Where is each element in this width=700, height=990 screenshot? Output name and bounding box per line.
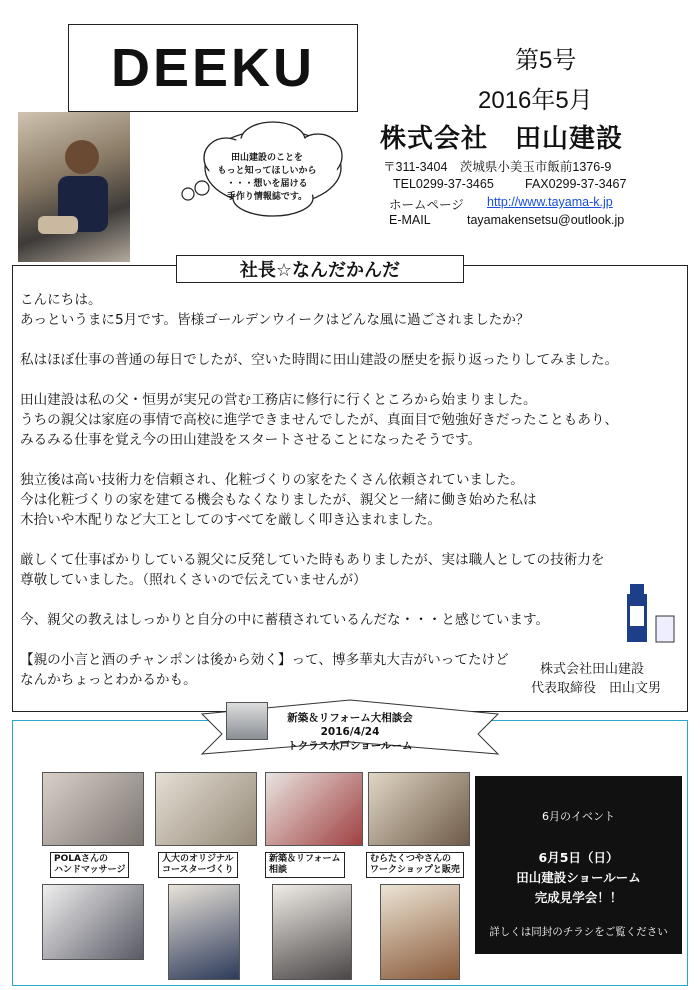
company-address: 〒311-3404 茨城県小美玉市飯前1376-9 [383, 160, 612, 174]
showroom-photo [226, 702, 268, 740]
caption-line: POLAさんの [54, 854, 108, 864]
june-date: 6月5日（日） [538, 850, 619, 865]
homepage-label: ホームページ [389, 198, 464, 212]
event-photo [380, 884, 460, 980]
photo-caption [366, 852, 464, 878]
article-paragraph: こんにちは。 あっというまに5月です。皆様ゴールデンウイークはどんな風に過ごされましたか？ [20, 292, 530, 328]
company-name: 株式会社 田山建設 [380, 124, 624, 154]
article-body [20, 290, 690, 710]
sake-bottle-icon [622, 576, 680, 646]
bubble-line: ・・・想いを届ける [226, 179, 308, 189]
caption-line: ハンドマッサージ [54, 865, 126, 875]
photo-caption [50, 852, 129, 878]
banner-date: 2016/4/24 [320, 726, 380, 738]
company-fax: FAX0299-37-3467 [525, 177, 627, 191]
caption-line: 新築＆リフォーム [269, 854, 341, 864]
photo-caption [265, 852, 345, 878]
june-event-box [475, 776, 682, 954]
company-tel: TEL0299-37-3465 [393, 177, 494, 191]
issue-number: 第5号 [515, 47, 577, 74]
caption-line: ワークショップと販売 [370, 865, 460, 875]
banner-text [270, 711, 430, 753]
email-label: E-MAIL [389, 213, 431, 227]
signature-company: 株式会社田山建設 [540, 662, 645, 677]
signature-name: 代表取締役 田山文男 [531, 681, 662, 696]
caption-line: 人大のオリジナル [162, 854, 234, 864]
issue-date: 2016年5月 [478, 87, 593, 114]
june-place: 田山建設ショールーム [516, 870, 641, 885]
june-title: 完成見学会！！ [534, 890, 623, 905]
newsletter-logo [68, 24, 358, 112]
banner-place: トクラス水戸ショールーム [287, 740, 413, 752]
event-photo [42, 884, 144, 960]
event-photo [265, 772, 363, 846]
caption-line: 相談 [269, 865, 288, 875]
event-photo [168, 884, 240, 980]
bubble-line: 田山建設のことを [230, 153, 303, 163]
caption-line: コースターづくり [162, 865, 234, 875]
bubble-line: もっと知ってほしいから [217, 166, 317, 176]
bubble-text [208, 152, 326, 204]
article-paragraph: 私はほぼ仕事の普通の毎日でしたが、空いた時間に田山建設の歴史を振り返ったりしてみました。 [20, 352, 619, 368]
president-photo [18, 112, 130, 262]
caption-line: むらたくつやさんの [370, 854, 452, 864]
event-photo [155, 772, 257, 846]
bubble-line: 手作り情報誌です。 [226, 192, 308, 202]
portrait-silhouette [18, 112, 130, 262]
event-photo [368, 772, 470, 846]
photo-caption [158, 852, 238, 878]
article-paragraph: 今、親父の教えはしっかりと自分の中に蓄積されているんだな・・・と感じています。 [20, 612, 550, 628]
article-paragraph: 厳しくて仕事ばかりしている親父に反発していた時もありましたが、実は職人としての技術力を 尊敬していました。（照れくさいので伝えていませんが） [20, 552, 605, 588]
event-photo [272, 884, 352, 980]
article-paragraph: 田山建設は私の父・恒男が実兄の営む工務店に修行に行くところから始まりました。 うちの親父は家庭の事情で高校に進学できませんでしたが、真面目で勉強好きだったこともあり、 みるみる仕事を覚え今の田山建設をスタートさせることになったそうです。 [20, 392, 619, 448]
event-photo [42, 772, 144, 846]
banner-title: 新築＆リフォーム大相談会 [287, 712, 413, 724]
logo-text: DEEKU [110, 38, 316, 98]
homepage-link[interactable]: http://www.tayama-k.jp [487, 195, 613, 209]
june-heading: 6月のイベント [542, 810, 615, 823]
article-paragraph: 独立後は高い技術力を信頼され、化粧づくりの家をたくさん依頼されていました。 今は化粧づくりの家を建てる機会もなくなりましたが、親父と一緒に働き始めた私は 木拾いや木配りなど大工としてのすべてを厳しく叩き込まれました。 [20, 472, 537, 528]
june-note: 詳しくは同封のチラシをご覧ください [489, 926, 668, 938]
email-address[interactable]: tayamakensetsu@outlook.jp [467, 213, 625, 227]
article-title: 社長☆なんだかんだ [176, 255, 464, 283]
article-paragraph: 【親の小言と酒のチャンポンは後から効く】って、博多華丸大吉がいってたけど なんかちょっとわかるかも。 [20, 652, 509, 688]
